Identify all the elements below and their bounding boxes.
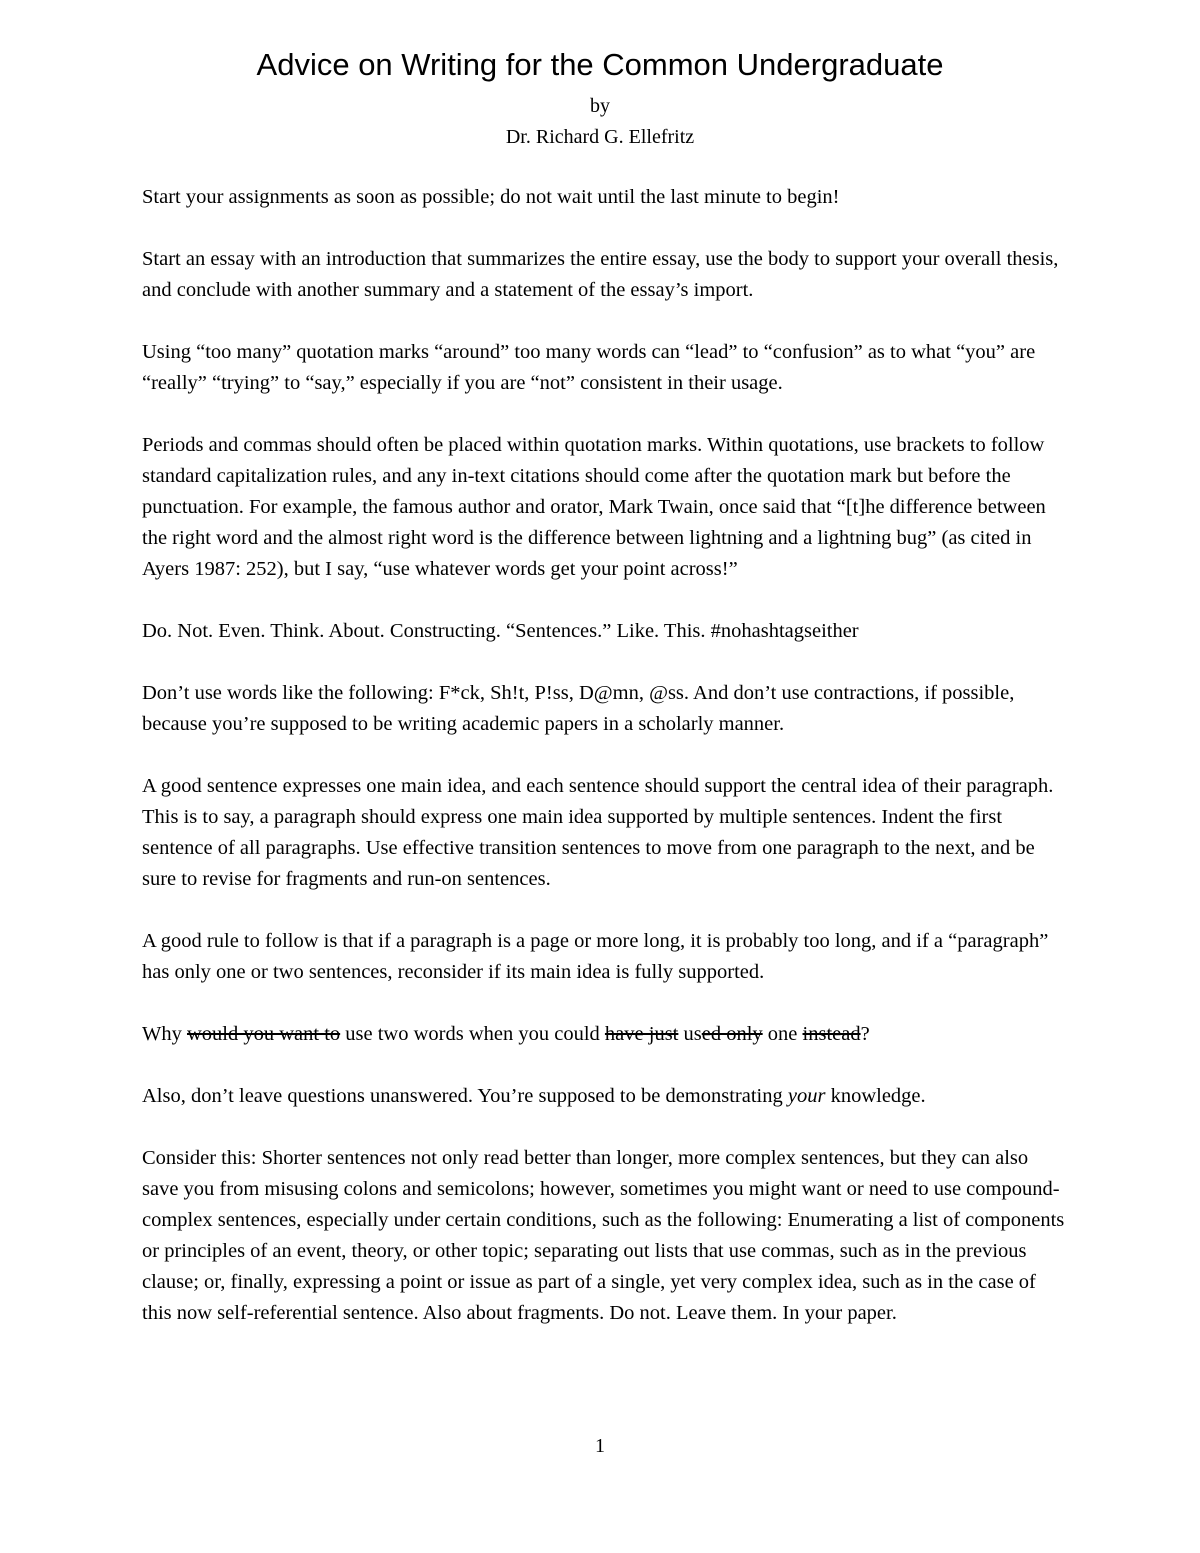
emphasis-text: your	[787, 1085, 826, 1107]
wordiness-text: one	[762, 1023, 803, 1045]
document-body	[142, 182, 1067, 1360]
strikethrough-text: ed only	[701, 1023, 763, 1045]
strikethrough-text: would you want to	[186, 1023, 341, 1045]
knowledge-text: Also, don’t leave questions unanswered. You’re supposed to be demonstrating	[142, 1085, 788, 1107]
paragraph-start-early: Start your assignments as soon as possible; do not wait until the last minute to begin!	[142, 186, 840, 208]
paragraph-compound-sentences: Consider this: Shorter sentences not only read better than longer, more complex sentences, but they can also save you from misusing colons and semicolons; however, sometimes you might want or need to use compound-complex sentences, especially under certain conditions, such as the following: Enumerating a list of components or principles of an event, theory, or other topic; separating out lists that use commas, such as in the previous clause; or, finally, expressing a point or issue as part of a single, yet very complex idea, such as in the case of this now self-referential sentence. Also about fragments. Do not. Leave them. In your paper.	[142, 1147, 1065, 1324]
paragraph-word-choice: Don’t use words like the following: F*ck, Sh!t, P!ss, D@mn, @ss. And don’t use contractions, if possible, because you’re supposed to be writing academic papers in a scholarly manner.	[142, 682, 1015, 735]
author-name: Dr. Richard G. Ellefritz	[505, 126, 695, 148]
paragraph-punctuation: Periods and commas should often be placed within quotation marks. Within quotations, use brackets to follow standard capitalization rules, and any in-text citations should come after the quotation mark but before the punctuation. For example, the famous author and orator, Mark Twain, once said that “[t]he difference between the right word and the almost right word is the difference between lightning and a lightning bug” (as cited in Ayers 1987: 252), but I say, “use whatever words get your point across!”	[142, 434, 1046, 580]
page-number: 1	[595, 1435, 605, 1457]
strikethrough-text: instead	[802, 1023, 861, 1045]
wordiness-text: ?	[860, 1023, 870, 1045]
wordiness-text: use two words when you could	[340, 1023, 605, 1045]
paragraph-unanswered-questions	[142, 1081, 1067, 1112]
byline-by: by	[590, 95, 610, 117]
paragraph-fragments-style: Do. Not. Even. Think. About. Constructing. “Sentences.” Like. This. #nohashtagseither	[142, 620, 859, 642]
wordiness-text: us	[678, 1023, 702, 1045]
paragraph-wordiness	[142, 1019, 1067, 1050]
paragraph-quotation-marks: Using “too many” quotation marks “around” too many words can “lead” to “confusion” as to what “you” are “really” “trying” to “say,” especially if you are “not” consistent in their usage.	[142, 341, 1036, 394]
document-title: Advice on Writing for the Common Undergraduate	[256, 47, 944, 82]
paragraph-length-rule: A good rule to follow is that if a paragraph is a page or more long, it is probably too long, and if a “paragraph” has only one or two sentences, reconsider if its main idea is fully supported.	[142, 930, 1049, 983]
wordiness-text: Why	[142, 1023, 187, 1045]
paragraph-sentence-structure: A good sentence expresses one main idea, and each sentence should support the central idea of their paragraph. This is to say, a paragraph should express one main idea supported by multiple sentences. Indent the first sentence of all paragraphs. Use effective transition sentences to move from one paragraph to the next, and be sure to revise for fragments and run-on sentences.	[142, 775, 1054, 890]
paragraph-essay-structure: Start an essay with an introduction that summarizes the entire essay, use the body to support your overall thesis, and conclude with another summary and a statement of the essay’s import.	[142, 248, 1059, 301]
knowledge-text: knowledge.	[825, 1085, 926, 1107]
strikethrough-text: have just	[604, 1023, 679, 1045]
